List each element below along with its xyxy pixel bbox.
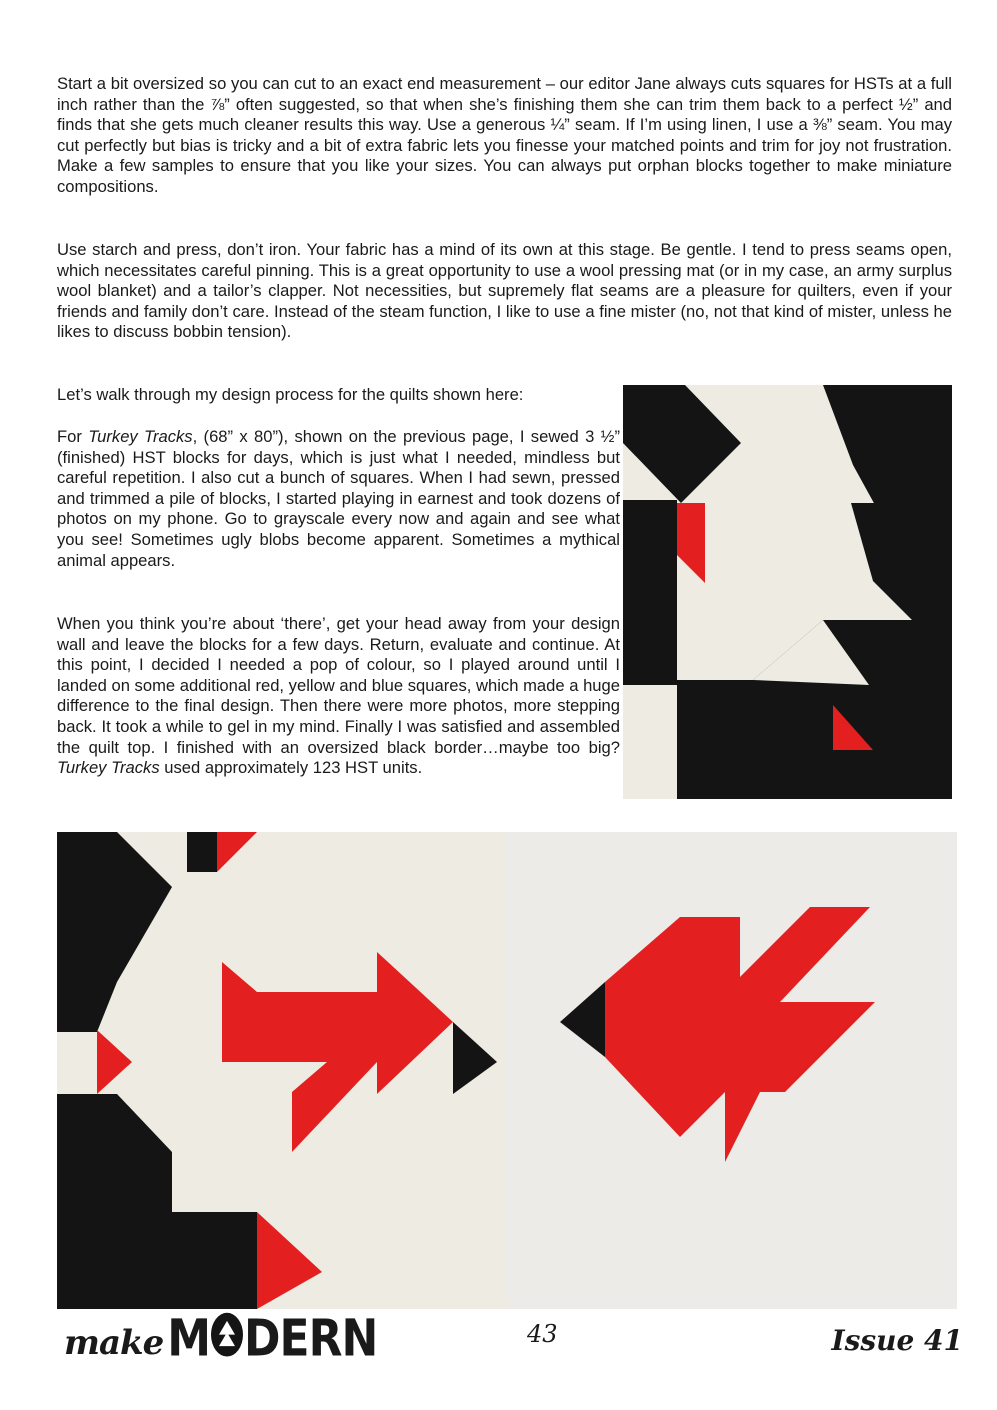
make-modern-logo: [64, 1309, 378, 1368]
quilt-photo-detail-top: [623, 385, 952, 799]
article-paragraph-5: [57, 614, 620, 779]
logo-m: M: [167, 1309, 210, 1368]
page-footer: [0, 1310, 997, 1410]
logo-dern: DERN: [244, 1309, 378, 1368]
p4-rest: , (68” x 80”), shown on the previous page, I sewed 3 ½” (finished) HST blocks for days, which is just what I needed, mindless but careful repetition. I also cut a bunch of squares. When I had sewn, pressed and trimmed a pile of blocks, I started playing in earnest and took dozens of photos on my phone. Go to grayscale every now and again and see what you see! Sometimes ugly blobs become apparent. Sometimes a mythical animal appears.: [57, 427, 621, 570]
issue-label: Issue 41: [831, 1324, 963, 1357]
quilt-photo-bottom-left: [57, 832, 505, 1309]
logo-make-text: make: [64, 1323, 164, 1363]
p4-lead: For: [57, 427, 89, 446]
logo-o-icon: [210, 1312, 244, 1358]
p5-rest: used approximately 123 HST units.: [159, 758, 423, 778]
quilt-title: Turkey Tracks: [57, 758, 160, 778]
p5-lead: When you think you’re about ‘there’, get your head away from your design wall and leave the blocks for a few days. Return, evaluate and continue. At this point, I decided I needed a pop of colour, so I played around until I landed on some additional red, yellow and blue squares, which made a huge difference to the final design. Then there were more photos, more stepping back. It took a while to gel in my mind. Finally I was satisfied and assembled the quilt top. I finished with an oversized black border…maybe too big?: [57, 614, 620, 757]
quilt-title: Turkey Tracks: [88, 427, 193, 446]
article-paragraph-3: Let’s walk through my design process for the quilts shown here:: [57, 385, 524, 404]
article-paragraph-2: Use starch and press, don’t iron. Your fabric has a mind of its own at this stage. Be gentle. I tend to press seams open, which necessitates careful pinning. This is a great opportunity to use a wool pressing mat (or in my case, an army surplus wool blanket) and a tailor’s clapper. Not necessities, but supremely flat seams are a pleasure for quilters, even if your friends and family don’t care. Instead of the steam function, I like to use a fine mister (no, not that kind of mister, unless he likes to discuss bobbin tension).: [57, 240, 952, 342]
page-number: 43: [527, 1320, 558, 1348]
quilt-photo-bottom-right: [505, 832, 957, 1309]
article-paragraph-4: [57, 427, 620, 571]
logo-modern-text: [167, 1311, 377, 1369]
article-paragraph-1: Start a bit oversized so you can cut to an exact end measurement – our editor Jane always cuts squares for HSTs at a full inch rather than the ⅞” often suggested, so that when she’s finishing them she can trim them back to a perfect ½” and finds that she gets much cleaner results this way. Use a generous ¼” seam. If I’m using linen, I use a ⅜” seam. You may cut perfectly but bias is tricky and a bit of extra fabric lets you finesse your matched points and trim for joy not frustration. Make a few samples to ensure that you like your sizes. You can always put orphan blocks together to make miniature compositions.: [57, 74, 952, 196]
